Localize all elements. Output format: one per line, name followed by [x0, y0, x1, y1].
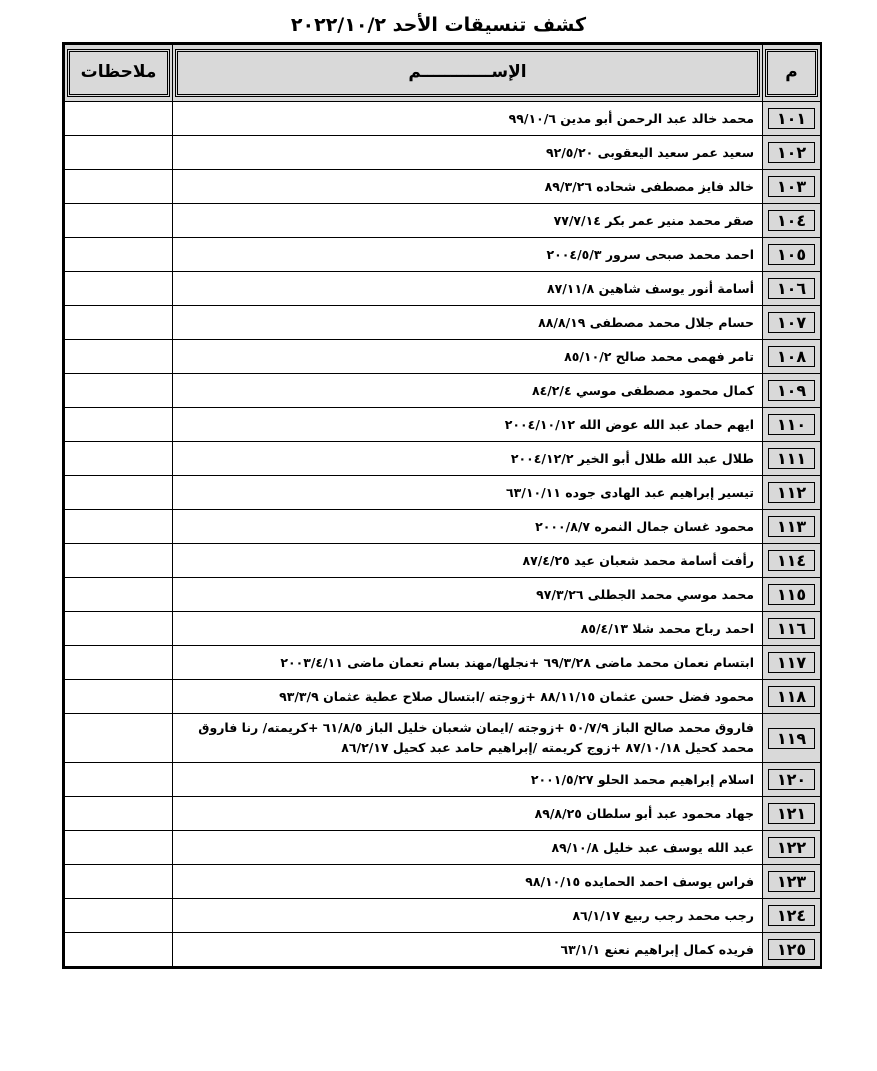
row-notes: [65, 136, 173, 170]
table-row: [65, 306, 821, 340]
table-row: [65, 442, 821, 476]
row-number: ١١٦: [763, 612, 821, 646]
row-notes: [65, 340, 173, 374]
row-name: محمد خالد عبد الرحمن أبو مدين ٩٩/١٠/٦: [173, 102, 763, 136]
row-notes: [65, 442, 173, 476]
table-row: [65, 714, 821, 763]
header-notes: ملاحظات: [65, 45, 173, 102]
table-row: [65, 646, 821, 680]
names-table: [64, 44, 821, 967]
row-name: فراس يوسف احمد الحمايده ٩٨/١٠/١٥: [173, 865, 763, 899]
row-name: احمد رباح محمد شلا ٨٥/٤/١٣: [173, 612, 763, 646]
table-row: [65, 680, 821, 714]
row-notes: [65, 408, 173, 442]
row-notes: [65, 476, 173, 510]
row-number: ١٠٢: [763, 136, 821, 170]
row-number: ١١٢: [763, 476, 821, 510]
row-number: ١٢٠: [763, 763, 821, 797]
table-row: [65, 272, 821, 306]
table-header-row: [65, 45, 821, 102]
row-name: جهاد محمود عبد أبو سلطان ٨٩/٨/٢٥: [173, 797, 763, 831]
table-row: [65, 170, 821, 204]
row-name: كمال محمود مصطفى موسي ٨٤/٢/٤: [173, 374, 763, 408]
row-notes: [65, 933, 173, 967]
row-notes: [65, 204, 173, 238]
table-row: [65, 102, 821, 136]
row-number: ١٠٣: [763, 170, 821, 204]
row-notes: [65, 797, 173, 831]
row-name: محمود فضل حسن عثمان ٨٨/١١/١٥ +زوجته /ابتسال صلاح عطية عثمان ٩٣/٣/٩: [173, 680, 763, 714]
row-name: ايهم حماد عبد الله عوض الله ٢٠٠٤/١٠/١٢: [173, 408, 763, 442]
table-row: [65, 933, 821, 967]
table-row: [65, 204, 821, 238]
row-number: ١٠٥: [763, 238, 821, 272]
row-notes: [65, 306, 173, 340]
row-number: ١١٨: [763, 680, 821, 714]
table-row: [65, 510, 821, 544]
row-name: عبد الله يوسف عبد خليل ٨٩/١٠/٨: [173, 831, 763, 865]
table-row: [65, 578, 821, 612]
row-number: ١٠٩: [763, 374, 821, 408]
row-notes: [65, 578, 173, 612]
row-notes: [65, 374, 173, 408]
row-name: سعيد عمر سعيد اليعقوبى ٩٢/٥/٢٠: [173, 136, 763, 170]
row-number: ١١١: [763, 442, 821, 476]
row-name: اسلام إبراهيم محمد الحلو ٢٠٠١/٥/٢٧: [173, 763, 763, 797]
row-number: ١١٣: [763, 510, 821, 544]
row-name: فريده كمال إبراهيم نعنع ٦٣/١/١: [173, 933, 763, 967]
row-name: محمد موسي محمد الجطلى ٩٧/٣/٢٦: [173, 578, 763, 612]
row-notes: [65, 170, 173, 204]
row-notes: [65, 680, 173, 714]
row-name: فاروق محمد صالح الباز ٥٠/٧/٩ +زوجته /ايمان شعبان خليل الباز ٦١/٨/٥ +كريمته/ رنا فاروق محمد كحيل ٨٧/١٠/١٨ +زوج كريمته /إبراهيم حامد عبد كحيل ٨٦/٢/١٧: [173, 714, 763, 763]
row-number: ١٢٣: [763, 865, 821, 899]
table-row: [65, 831, 821, 865]
row-number: ١٢٤: [763, 899, 821, 933]
row-notes: [65, 102, 173, 136]
row-name: أسامة أنور يوسف شاهين ٨٧/١١/٨: [173, 272, 763, 306]
row-name: حسام جلال محمد مصطفى ٨٨/٨/١٩: [173, 306, 763, 340]
row-name: رجب محمد رجب ربيع ٨٦/١/١٧: [173, 899, 763, 933]
row-number: ١٠١: [763, 102, 821, 136]
row-number: ١١٠: [763, 408, 821, 442]
row-number: ١٢٢: [763, 831, 821, 865]
row-name: محمود غسان جمال النمره ٢٠٠٠/٨/٧: [173, 510, 763, 544]
table-row: [65, 408, 821, 442]
header-name: الإســــــــــــم: [173, 45, 763, 102]
table-row: [65, 340, 821, 374]
table-row: [65, 136, 821, 170]
row-notes: [65, 714, 173, 763]
table-body: [65, 102, 821, 967]
table-row: [65, 612, 821, 646]
row-number: ١١٧: [763, 646, 821, 680]
row-notes: [65, 763, 173, 797]
table-row: [65, 476, 821, 510]
row-name: تامر فهمى محمد صالح ٨٥/١٠/٢: [173, 340, 763, 374]
row-notes: [65, 510, 173, 544]
page-title: كشف تنسيقات الأحد ٢٠٢٢/١٠/٢: [290, 14, 587, 36]
row-notes: [65, 612, 173, 646]
row-name: طلال عبد الله طلال أبو الخير ٢٠٠٤/١٢/٢: [173, 442, 763, 476]
row-number: ١١٤: [763, 544, 821, 578]
row-name: صقر محمد منير عمر بكر ٧٧/٧/١٤: [173, 204, 763, 238]
row-name: خالد فايز مصطفى شحاده ٨٩/٣/٢٦: [173, 170, 763, 204]
row-number: ١٠٤: [763, 204, 821, 238]
row-number: ١١٥: [763, 578, 821, 612]
row-name: احمد محمد صبحى سرور ٢٠٠٤/٥/٣: [173, 238, 763, 272]
row-number: ١١٩: [763, 714, 821, 763]
row-notes: [65, 899, 173, 933]
row-notes: [65, 831, 173, 865]
table-row: [65, 238, 821, 272]
table-row: [65, 865, 821, 899]
table-row: [65, 899, 821, 933]
table-row: [65, 797, 821, 831]
row-notes: [65, 865, 173, 899]
row-notes: [65, 238, 173, 272]
table-row: [65, 763, 821, 797]
header-num: م: [763, 45, 821, 102]
names-table-frame: [62, 42, 822, 969]
row-number: ١٠٦: [763, 272, 821, 306]
row-name: رأفت أسامة محمد شعبان عيد ٨٧/٤/٢٥: [173, 544, 763, 578]
row-number: ١٢١: [763, 797, 821, 831]
row-notes: [65, 646, 173, 680]
row-number: ١٠٨: [763, 340, 821, 374]
row-number: ١٢٥: [763, 933, 821, 967]
row-name: ابتسام نعمان محمد ماضى ٦٩/٣/٢٨ +نجلها/مهند بسام نعمان ماضى ٢٠٠٣/٤/١١: [173, 646, 763, 680]
row-notes: [65, 272, 173, 306]
row-name: تيسير إبراهيم عبد الهادى جوده ٦٣/١٠/١١: [173, 476, 763, 510]
table-row: [65, 374, 821, 408]
row-number: ١٠٧: [763, 306, 821, 340]
table-row: [65, 544, 821, 578]
row-notes: [65, 544, 173, 578]
